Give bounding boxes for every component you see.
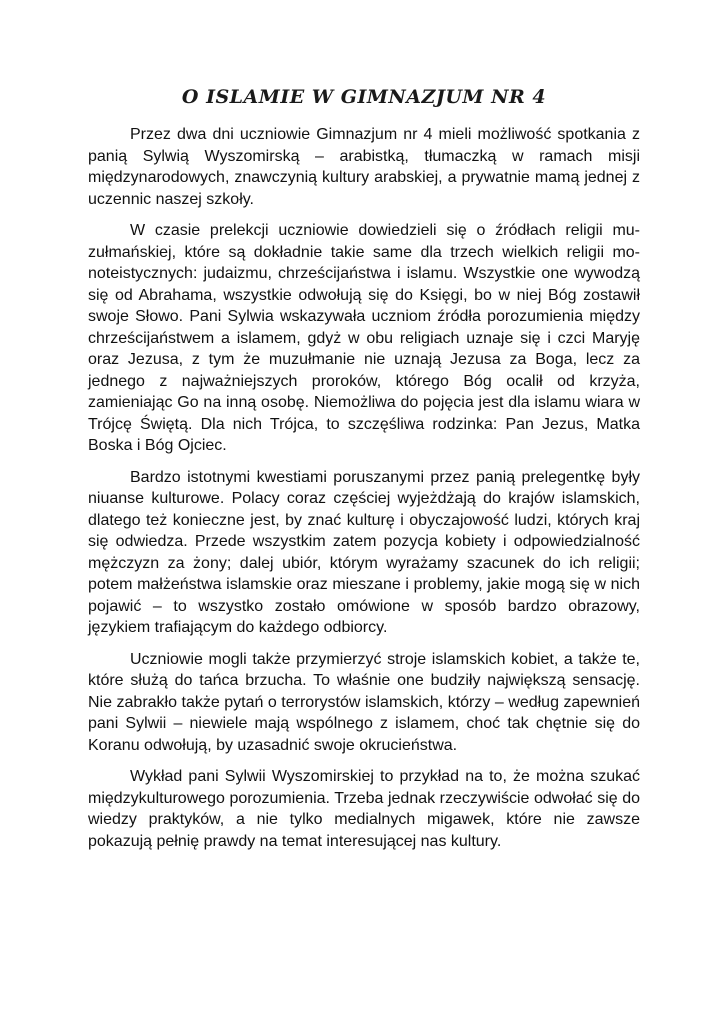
page-title: O ISLAMIE W GIMNAZJUM NR 4 bbox=[181, 86, 547, 108]
paragraph-2: W czasie prelekcji uczniowie dowiedzieli się o źródłach religii muzułmańskiej, które są dokładnie takie same dla trzech wielkich religii monoteistycznych: judaizmu, chrześcijaństwa i islamu. Wszystkie one wywodzą się od Abrahama, wszystkie odwołują się do Księgi, bo w niej Bóg zostawił swoje Słowo. Pani Sylwia wskazywała uczniom źródła porozumienia między chrześcijaństwem a islamem, gdyż w obu religiach uznaje się i czci Maryję oraz Jezusa, z tym że muzułmanie nie uznają Jezusa za Boga, lecz za jednego z najważniejszych proroków, którego Bóg ocalił od krzyża, zamieniając Go na inną osobę. Niemożliwa do pojęcia jest dla islamu wiara w Trójcę Świętą. Dla nich Trójca, to szczęśliwa rodzinka: Pan Jezus, Matka Boska i Bóg Ojciec. bbox=[88, 222, 640, 454]
paragraph-5: Wykład pani Sylwii Wyszomirskiej to przykład na to, że można szukać międzykulturowego porozumienia. Trzeba jednak rzeczywiście odwołać się do wiedzy praktyków, a nie tylko medialnych migawek, które nie zawsze pokazują pełnię prawdy na temat interesującej nas kultury. bbox=[88, 768, 640, 850]
paragraph-3: Bardzo istotnymi kwestiami poruszanymi przez panią prelegentkę były niuanse kulturowe. Polacy coraz częściej wyjeżdżają do krajów islamskich, dlatego też konieczne jest, by znać kulturę i obyczajowość ludzi, których kraj się odwiedza. Przede wszystkim zatem pozycja kobiety i odpowiedzialność mężczyzn za żony; dalej ubiór, którym wyrażamy szacunek do ich religii; potem małżeństwa islamskie oraz mieszane i problemy, jakie mogą się w nich pojawić – to wszystko zostało omówione w sposób bardzo obrazowy, językiem trafiającym do każdego odbiorcy. bbox=[88, 468, 640, 636]
paragraph-4: Uczniowie mogli także przymierzyć stroje islamskich kobiet, a także te, które służą do tańca brzucha. To właśnie one budziły największą sensację. Nie zabrakło także pytań o terrorystów islamskich, którzy – według zapewnień pani Sylwii – niewiele mają wspólnego z islamem, choć tak chętnie się do Koranu odwołują, by uzasadnić swoje okrucieństwa. bbox=[88, 650, 640, 754]
article-body bbox=[88, 124, 640, 862]
paragraph-1: Przez dwa dni uczniowie Gimnazjum nr 4 mieli możliwość spotkania z panią Sylwią Wyszomirską – arabistką, tłumaczką w ramach misji międzynarodowych, znawczynią kultury arabskiej, a prywatnie mamą jednej z uczennic naszej szkoły. bbox=[88, 126, 640, 208]
